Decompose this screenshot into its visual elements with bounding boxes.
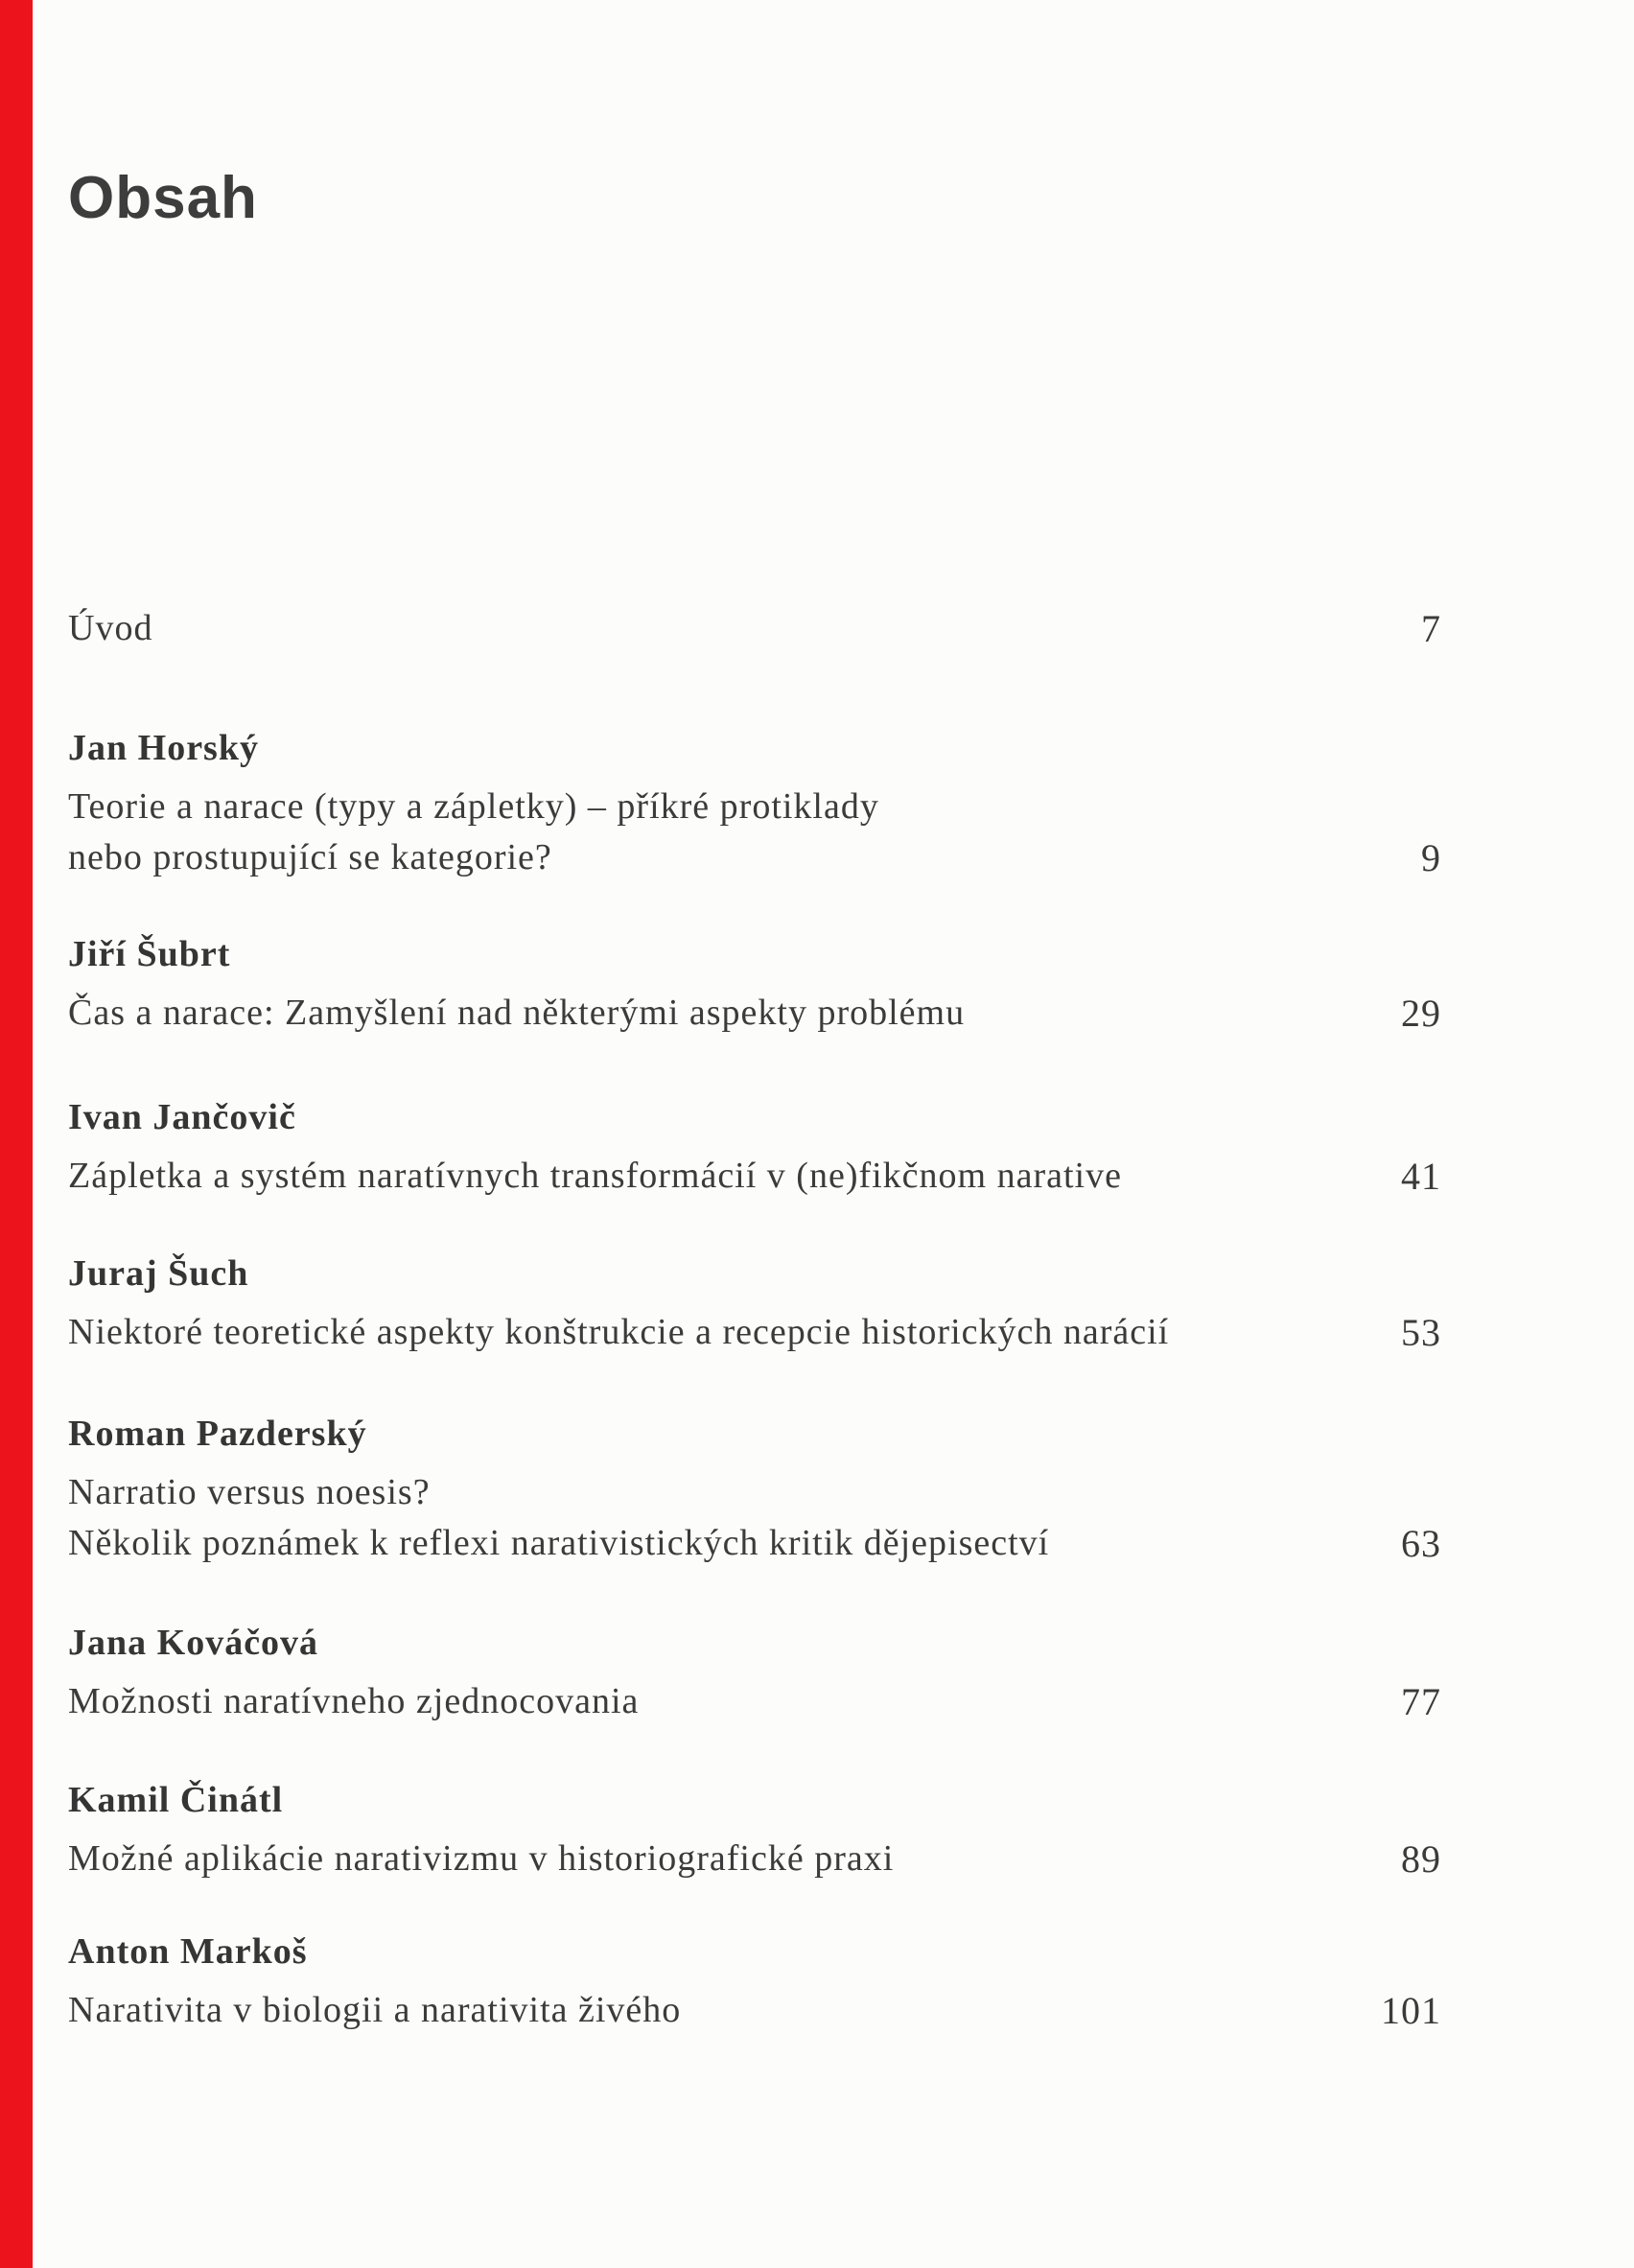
toc-entry-author: Kamil Činátl <box>68 1780 284 1820</box>
toc-entry-title-line: Několik poznámek k reflexi narativistických kritik dějepisectví <box>68 1523 1050 1563</box>
toc-entry-title-line: Čas a narace: Zamyšlení nad některými aspekty problému <box>68 993 966 1033</box>
toc-entry-page-number: 29 <box>1401 992 1441 1035</box>
toc-entry-author: Jan Horský <box>68 728 259 768</box>
toc-entry-author: Jiří Šubrt <box>68 934 231 974</box>
toc-entry-title-line: nebo prostupující se kategorie? <box>68 837 552 877</box>
toc-entry-author: Jana Kováčová <box>68 1623 319 1663</box>
toc-entry-page-number: 77 <box>1401 1680 1441 1723</box>
toc-entry-page-number: 9 <box>1421 836 1441 879</box>
toc-entry <box>68 1249 1441 1358</box>
toc-entry <box>68 1927 1441 2036</box>
toc-entry <box>68 929 1441 1039</box>
left-edge-red-stripe <box>0 0 33 2268</box>
toc-entry-author: Ivan Jančovič <box>68 1097 296 1137</box>
toc-entry <box>68 1092 1441 1202</box>
toc-entry-title-line: Teorie a narace (typy a zápletky) – příkré protiklady <box>68 786 879 827</box>
toc-entry-text <box>68 1927 681 2036</box>
toc-entry-text <box>68 1092 1122 1202</box>
toc-entry-text <box>68 1249 1169 1358</box>
toc-entry-text <box>68 1409 1049 1569</box>
toc-entry <box>68 1618 1441 1727</box>
toc-entry <box>68 723 1441 883</box>
toc-entry-page-number: 101 <box>1381 1989 1441 2032</box>
toc-entry-page-number: 63 <box>1401 1522 1441 1565</box>
page-title: Obsah <box>68 165 258 231</box>
toc-entry-text <box>68 1775 894 1884</box>
toc-entry-title-line: Úvod <box>68 608 153 648</box>
toc-entry-title-line: Zápletka a systém naratívnych transformácií v (ne)fikčnom narative <box>68 1156 1122 1196</box>
toc-entry-title-line: Niektoré teoretické aspekty konštrukcie a recepcie historických narácií <box>68 1312 1170 1352</box>
toc-entry <box>68 1409 1441 1569</box>
toc-entry-title-line: Možné aplikácie narativizmu v historiografické praxi <box>68 1838 895 1879</box>
toc-entry-page-number: 7 <box>1421 607 1441 650</box>
toc-entry-title-line: Narativita v biologii a narativita živého <box>68 1990 682 2030</box>
toc-entry-author: Juraj Šuch <box>68 1253 249 1294</box>
toc-entry-text <box>68 603 152 654</box>
toc-entry-page-number: 89 <box>1401 1837 1441 1881</box>
toc-entry-page-number: 53 <box>1401 1311 1441 1354</box>
toc-entry-title-line: Možnosti naratívneho zjednocovania <box>68 1681 640 1721</box>
toc-entry <box>68 1775 1441 1884</box>
toc-entry-text <box>68 929 965 1039</box>
toc-entry <box>68 603 1441 654</box>
toc-entry-text <box>68 723 879 883</box>
toc-entry-text <box>68 1618 639 1727</box>
toc-entry-author: Anton Markoš <box>68 1931 308 1972</box>
toc-entry-title-line: Narratio versus noesis? <box>68 1472 431 1512</box>
toc-entry-page-number: 41 <box>1401 1155 1441 1198</box>
toc-entry-author: Roman Pazderský <box>68 1414 367 1454</box>
